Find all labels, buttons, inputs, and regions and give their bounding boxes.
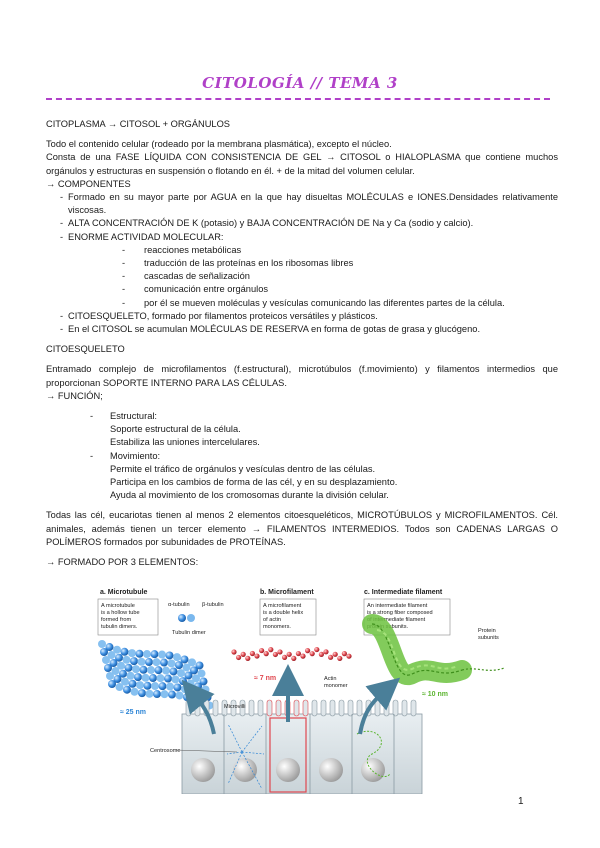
microvillus	[303, 700, 308, 716]
tubulin-bead	[134, 673, 142, 681]
microvillus	[402, 700, 407, 716]
actin-bead	[259, 648, 264, 653]
microfilament-diameter: ≈ 7 nm	[254, 675, 277, 682]
document-body	[46, 118, 558, 569]
list-item: - ALTA CONCENTRACIÓN DE K (potasio) y BAJA CONCENTRACIÓN DE Na y Ca (sodio y calcio).	[60, 218, 474, 229]
list-item: - Formado en su mayor parte por AGUA en la que hay disueltas MOLÉCULAS e IONES.Densidades relativamente viscosas.	[60, 192, 558, 216]
tubulin-bead	[143, 650, 151, 658]
microtubule-caption-box	[98, 599, 158, 635]
funcion-label: → FUNCIÓN;	[46, 390, 103, 401]
actin-bead	[291, 656, 296, 661]
microvillus	[186, 700, 191, 716]
microvillus	[276, 700, 281, 716]
actin-bead	[319, 652, 324, 657]
microvillus	[321, 700, 326, 716]
microvillus	[339, 700, 344, 716]
tubulin-bead	[153, 690, 161, 698]
svg-text:A microfilament: A microfilament	[263, 603, 302, 609]
actin-bead	[241, 652, 246, 657]
paragraph: Todas las cél, eucariotas tienen al menos 2 elementos citoesqueléticos, MICROTÚBULOS y MICROFILAMENTOS. Cél. animales, además tienen un tercer elemento → FILAMENTOS INTERMEDIOS. Todos son CADENAS LARGAS O POLÍMEROS formados por subunidades de PROTEÍNAS.	[46, 510, 558, 547]
title-divider	[46, 98, 550, 100]
tubulin-dimer-label: Tubulin dimer	[172, 630, 206, 636]
sub-item: Estabiliza las uniones intercelulares.	[110, 437, 260, 448]
page-number: 1	[518, 796, 524, 807]
tubulin-bead	[116, 683, 124, 691]
intermediate-filament-diameter: ≈ 10 nm	[422, 691, 449, 698]
actin-monomer-label-1: Actin	[324, 676, 337, 682]
tubulin-bead	[140, 666, 148, 674]
actin-bead	[296, 651, 301, 656]
svg-text:formed from: formed from	[101, 617, 132, 623]
paragraph: Entramado complejo de microfilamentos (f.estructural), microtúbulos (f.movimiento) y filamentos intermedios que proporcionan SOPORTE INTERNO PARA LAS CÉLULAS.	[46, 364, 558, 388]
actin-bead	[323, 649, 328, 654]
componentes-list-2	[46, 310, 558, 336]
tubulin-bead	[161, 690, 169, 698]
tubulin-bead	[179, 677, 187, 685]
actin-bead	[231, 649, 236, 654]
protein-subunits-label-1: Protein	[478, 628, 496, 634]
microtubule-diameter: ≈ 25 nm	[120, 709, 147, 716]
actin-bead	[328, 655, 333, 660]
centrosome-label: Centrosome	[150, 748, 181, 754]
microvillus	[411, 700, 416, 716]
sub-item: Ayuda al movimiento de los cromosomas durante la división celular.	[110, 490, 389, 501]
componentes-list	[46, 191, 558, 244]
alpha-tubulin-label: α-tubulin	[168, 602, 190, 608]
microvillus	[393, 700, 398, 716]
beta-tubulin-label: β-tubulin	[202, 602, 224, 608]
tubulin-bead	[138, 689, 146, 697]
actin-bead	[305, 648, 310, 653]
nucleus	[191, 758, 215, 782]
svg-text:is a hollow tube: is a hollow tube	[101, 610, 140, 616]
actin-bead	[337, 656, 342, 661]
tubulin-bead	[157, 674, 165, 682]
tubulin-bead	[145, 658, 153, 666]
tubulin-bead	[177, 669, 185, 677]
beta-tubulin-bead	[187, 614, 195, 622]
list-item: - traducción de las proteínas en los ribosomas libres	[122, 258, 354, 269]
tubulin-bead	[102, 656, 110, 664]
actin-bead	[300, 654, 305, 659]
actin-bead	[314, 647, 319, 652]
tubulin-bead	[132, 665, 140, 673]
cell-layer	[182, 700, 422, 794]
tubulin-bead	[142, 674, 150, 682]
microvillus	[258, 700, 263, 716]
svg-text:An intermediate filament: An intermediate filament	[367, 603, 428, 609]
cytoskeleton-figure	[92, 584, 516, 794]
tubulin-bead	[138, 658, 146, 666]
actin-bead	[254, 653, 259, 658]
list-item: - comunicación entre orgánulos	[122, 284, 269, 295]
list-item: - CITOESQUELETO, formado por filamentos proteicos versátiles y plásticos.	[60, 310, 378, 321]
svg-text:of actin: of actin	[263, 617, 282, 623]
tubulin-bead	[121, 648, 129, 656]
tubulin-bead	[159, 682, 167, 690]
tubulin-bead	[162, 667, 170, 675]
tubulin-bead	[174, 683, 182, 691]
actin-bead	[342, 651, 347, 656]
tubulin-bead	[158, 651, 166, 659]
tubulin-bead	[100, 648, 108, 656]
tubulin-bead	[123, 686, 131, 694]
tubulin-bead	[128, 649, 136, 657]
tubulin-bead	[149, 674, 157, 682]
tubulin-bead	[108, 680, 116, 688]
tubulin-bead	[172, 675, 180, 683]
svg-text:tubulin dimers.: tubulin dimers.	[101, 624, 138, 630]
microvillus	[312, 700, 317, 716]
actin-bead	[250, 651, 255, 656]
list-item: - En el CITOSOL se acumulan MOLÉCULAS DE RESERVA en forma de gotas de grasa y glucógeno.	[60, 324, 481, 335]
tubulin-bead	[147, 666, 155, 674]
tubulin-bead	[136, 650, 144, 658]
paragraph: Consta de una FASE LÍQUIDA CON CONSISTENCIA DE GEL → CITOSOL o HIALOPLASMA que contiene muchos orgánulos y estructuras en suspensión o flotando en él. + de la mitad del volumen celular.	[46, 152, 558, 176]
tubulin-bead	[98, 640, 106, 648]
nucleus	[361, 758, 385, 782]
svg-text:of intermediate filament: of intermediate filament	[367, 617, 426, 623]
actin-bead	[277, 649, 282, 654]
svg-text:is a strong fiber composed: is a strong fiber composed	[367, 610, 433, 616]
actividad-list	[46, 244, 558, 310]
tubulin-bead	[136, 681, 144, 689]
actin-bead	[264, 651, 269, 656]
microvillus	[330, 700, 335, 716]
actin-bead	[236, 655, 241, 660]
actin-bead	[268, 647, 273, 652]
microvilli-label: Microvilli	[224, 704, 246, 710]
tubulin-bead	[173, 653, 181, 661]
tubulin-bead	[160, 659, 168, 667]
tubulin-bead	[151, 650, 159, 658]
paragraph: Todo el contenido celular (rodeado por la membrana plasmática), excepto el núcleo.	[46, 139, 392, 150]
tubulin-bead	[106, 672, 114, 680]
sub-item: Participa en los cambios de forma de las cél, y en su desplazamiento.	[110, 477, 398, 488]
svg-text:is a double helix: is a double helix	[263, 610, 304, 616]
alpha-tubulin-bead	[178, 614, 186, 622]
tubulin-bead	[123, 656, 131, 664]
list-item: - reacciones metabólicas	[122, 244, 242, 255]
actin-monomer-label-2: monomer	[324, 683, 348, 689]
tubulin-bead	[129, 680, 137, 688]
sub-item: Permite el tráfico de orgánulos y vesículas dentro de las células.	[110, 463, 376, 474]
microvillus	[357, 700, 362, 716]
tubulin-bead	[155, 666, 163, 674]
tubulin-bead	[125, 664, 133, 672]
sub-item: Soporte estructural de la célula.	[110, 424, 241, 435]
actin-bead	[245, 656, 250, 661]
tubulin-bead	[104, 664, 112, 672]
microfilament-caption-box	[260, 599, 316, 635]
actin-bead	[346, 654, 351, 659]
actin-bead	[333, 652, 338, 657]
svg-text:monomers.: monomers.	[263, 624, 291, 630]
nucleus	[276, 758, 300, 782]
nucleus	[319, 758, 343, 782]
actin-bead	[287, 652, 292, 657]
actin-bead	[282, 655, 287, 660]
microvillus	[249, 700, 254, 716]
microvilli-group	[186, 700, 416, 716]
list-item: - por él se mueven moléculas y vesículas comunicando las diferentes partes de la célula.	[122, 297, 505, 308]
tubulin-bead	[166, 651, 174, 659]
tubulin-bead	[164, 675, 172, 683]
microfilament-shape	[231, 647, 351, 661]
svg-text:protein subunits.: protein subunits.	[367, 624, 409, 630]
tubulin-bead	[131, 688, 139, 696]
list-item: - Movimiento:	[90, 450, 161, 461]
componentes-label: → COMPONENTES	[46, 178, 131, 189]
actin-bead	[310, 651, 315, 656]
microfilament-title: b. Microfilament	[260, 589, 314, 596]
svg-text:A microtubule: A microtubule	[101, 603, 135, 609]
tubulin-bead	[151, 682, 159, 690]
tubulin-bead	[170, 667, 178, 675]
tubulin-bead	[181, 685, 189, 693]
tubulin-bead	[146, 690, 154, 698]
tubulin-bead	[130, 657, 138, 665]
microvillus	[348, 700, 353, 716]
tubulin-bead	[168, 659, 176, 667]
intermediate-filament-title: c. Intermediate filament	[364, 589, 443, 596]
heading-citoesqueleto: CITOESQUELETO	[46, 344, 125, 355]
tubulin-bead	[175, 661, 183, 669]
funcion-list	[46, 410, 558, 502]
microvillus	[213, 700, 218, 716]
heading-citoplasma: CITOPLASMA → CITOSOL + ORGÁNULOS	[46, 119, 231, 129]
microvillus	[294, 700, 299, 716]
microvillus	[384, 700, 389, 716]
protein-subunits-label-2: subunits	[478, 635, 499, 641]
tubulin-bead	[166, 683, 174, 691]
tubulin-bead	[144, 682, 152, 690]
nucleus	[233, 758, 257, 782]
tubulin-bead	[127, 672, 135, 680]
tubulin-bead	[153, 658, 161, 666]
tubulin-bead	[168, 691, 176, 699]
list-item: - ENORME ACTIVIDAD MOLECULAR:	[60, 231, 224, 242]
microvillus	[267, 700, 272, 716]
list-item: - Estructural:	[90, 411, 158, 422]
page-title: CITOLOGÍA // TEMA 3	[202, 74, 398, 92]
list-item: - cascadas de señalización	[122, 271, 250, 282]
microtubule-title: a. Microtubule	[100, 589, 148, 596]
formado-label: → FORMADO POR 3 ELEMENTOS:	[46, 557, 199, 568]
tubulin-bead	[176, 691, 184, 699]
actin-bead	[273, 652, 278, 657]
